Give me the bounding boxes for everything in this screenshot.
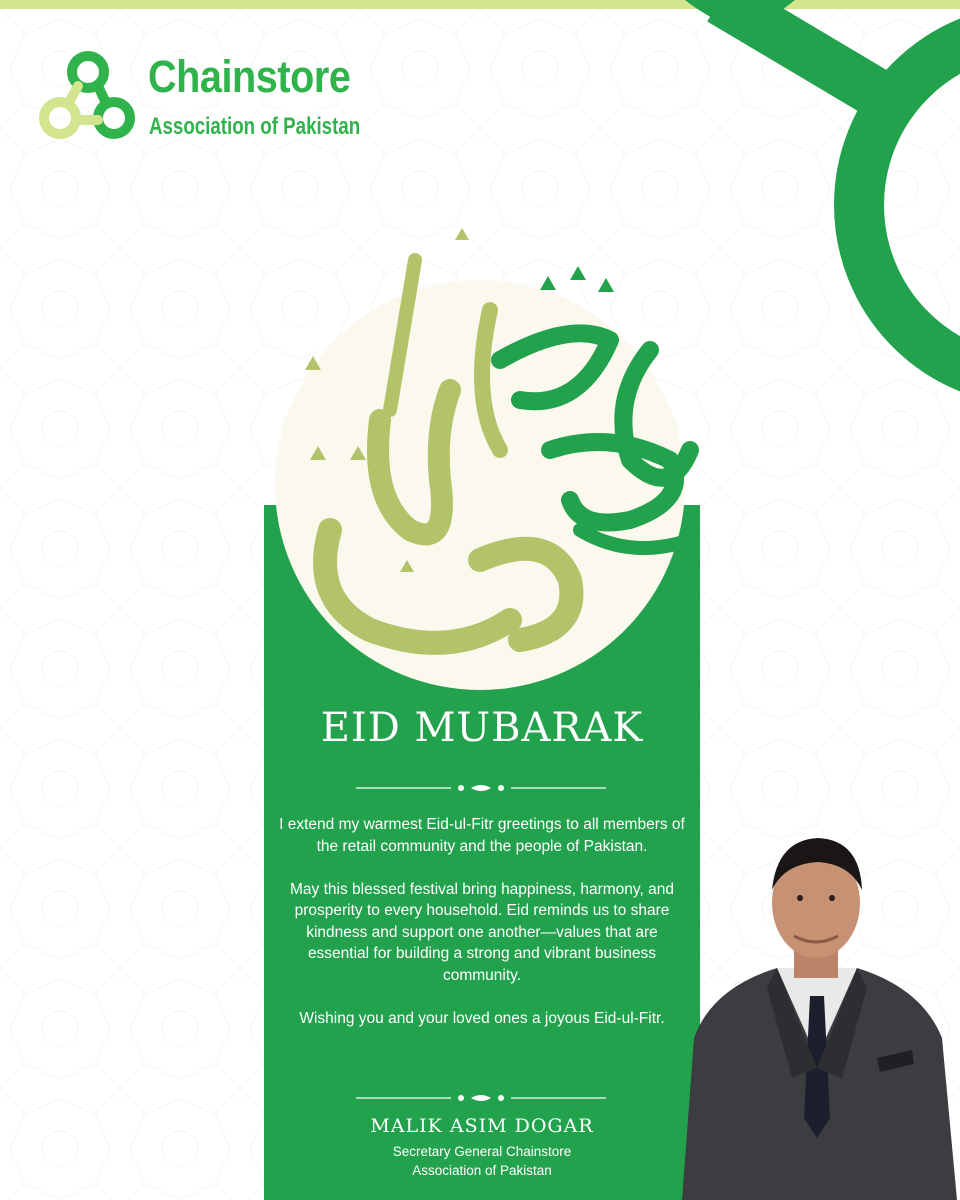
brand-logo xyxy=(38,44,378,144)
signer-role-line: Secretary General Chainstore xyxy=(392,1144,572,1159)
ornamental-divider xyxy=(356,780,606,796)
eid-mubarak-calligraphy-icon xyxy=(250,200,720,690)
greeting-message xyxy=(276,814,688,1051)
chain-logo-icon xyxy=(38,48,138,144)
brand-name: Chainstore xyxy=(148,51,351,102)
signer-role-line: Association of Pakistan xyxy=(412,1163,552,1178)
signer-role xyxy=(300,1142,664,1180)
signer-name: MALIK ASIM DOGAR xyxy=(370,1115,594,1137)
message-paragraph: Wishing you and your loved ones a joyous Eid-ul-Fitr. xyxy=(299,1009,665,1027)
message-paragraph: May this blessed festival bring happiness, harmony, and prosperity to every household. Eid reminds us to share kindness and support one another—values that are essential for building a strong and vibrant business community. xyxy=(290,880,674,984)
greeting-title: EID MUBARAK xyxy=(320,705,644,751)
ornamental-divider xyxy=(356,1090,606,1106)
message-paragraph: I extend my warmest Eid-ul-Fitr greetings to all members of the retail community and the people of Pakistan. xyxy=(279,816,685,855)
signer-portrait-image xyxy=(672,828,960,1200)
top-accent-bar xyxy=(0,0,960,9)
brand-subtitle: Association of Pakistan xyxy=(149,113,361,140)
